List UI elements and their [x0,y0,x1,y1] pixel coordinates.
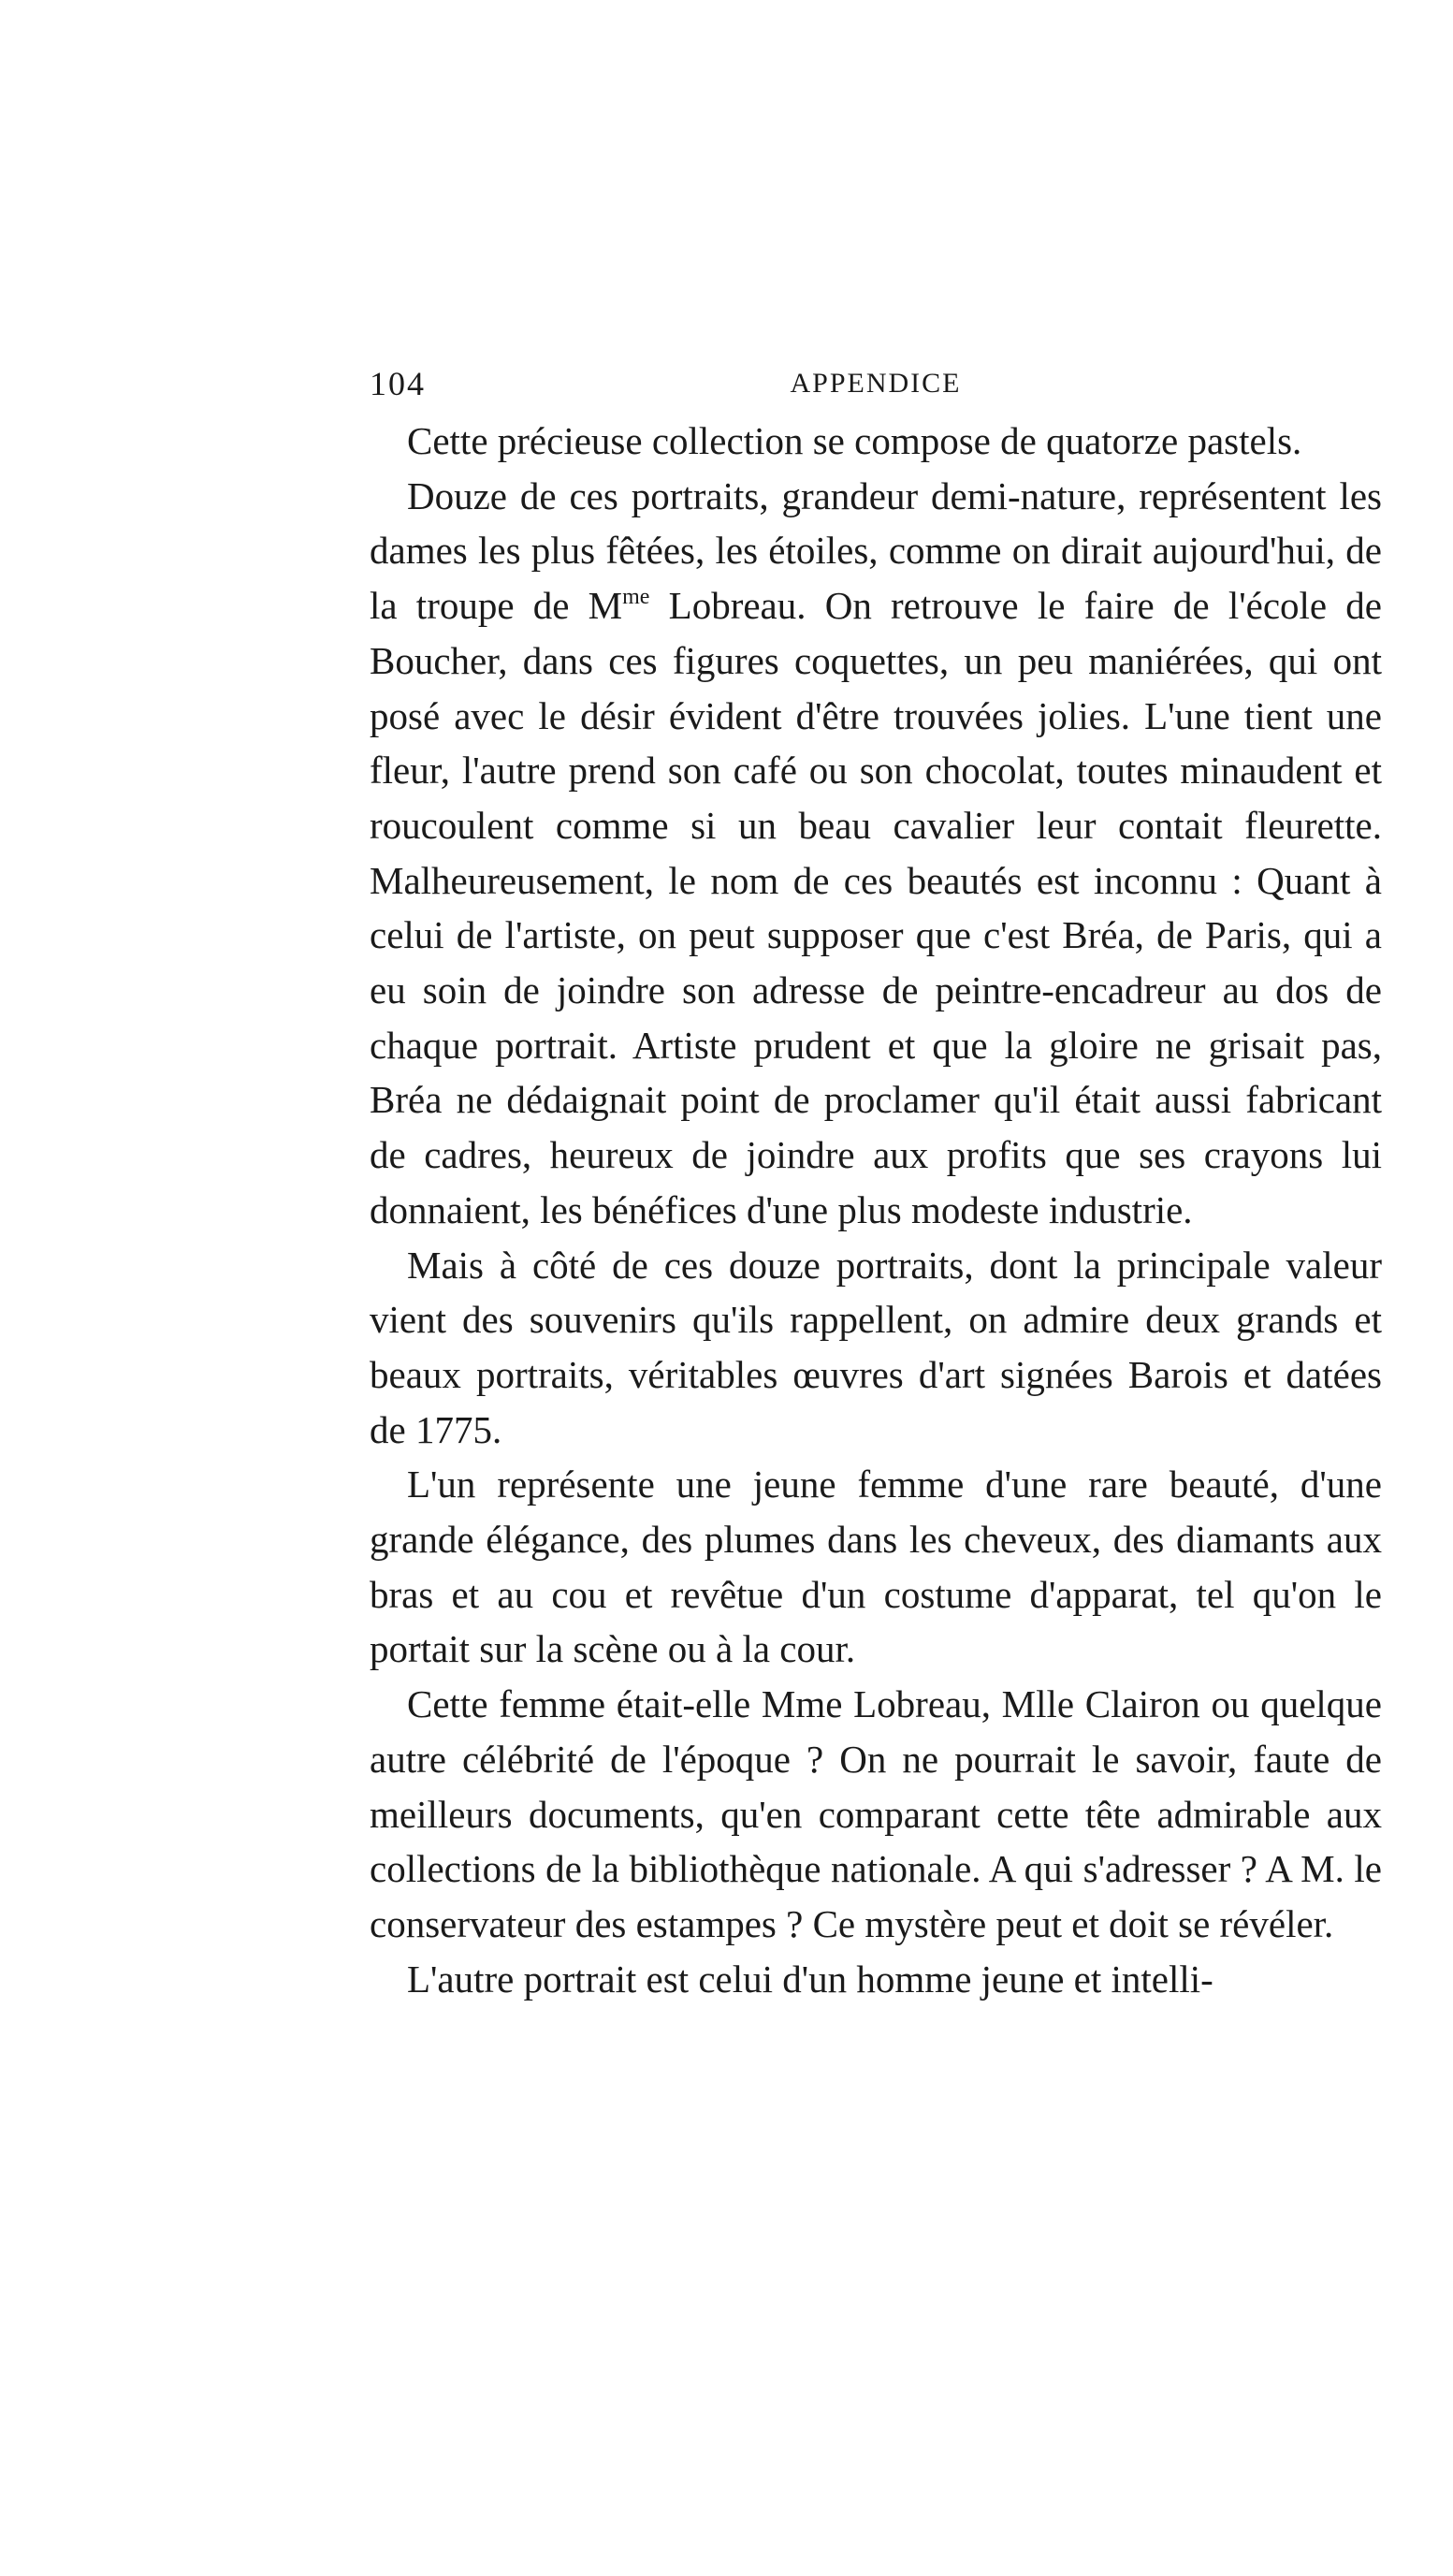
paragraph-1: Cette précieuse collection se compose de quatorze pastels. [407,419,1302,462]
running-head [370,356,1382,412]
paragraph-6: L'autre portrait est celui d'un homme jeune et intelli- [407,1957,1213,2001]
paragraph-2 [370,469,1382,1238]
running-title: APPENDICE [790,368,962,399]
book-page [370,356,1382,2006]
paragraph-3: Mais à côté de ces douze portraits, dont la principale valeur vient des souvenirs qu'ils rappellent, on admire deux grands et beaux portraits, véritables œuvres d'art signées Barois et datées de 1775. [370,1243,1382,1451]
superscript-me: me [622,585,650,610]
body-text [370,414,1382,2006]
paragraph-5: Cette femme était-elle Mme Lobreau, Mlle Clairon ou quelque autre célébrité de l'époque ? On ne pourrait le savoir, faute de meilleurs documents, qu'en comparant cette tête admirable aux collections de la bibliothèque nationale. A qui s'adresser ? A M. le conservateur des estampes ? Ce mystère peut et doit se révéler. [370,1682,1382,1945]
paragraph-2-part-1: Douze de ces portraits, grandeur demi-nature, représentent les dames les plus fêtées, les étoiles, comme on dirait aujourd'hui, de la troupe de M [370,473,1382,628]
paragraph-2-part-2: Lobreau. On retrouve le faire de l'école de Boucher, dans ces figures coquettes, un peu maniérées, qui ont posé avec le désir évident d'être trouvées jolies. L'une tient une fleur, l'autre prend son café ou son chocolat, toutes minaudent et roucoulent comme si un beau cavalier leur contait fleurette. Malheureusement, le nom de ces beautés est inconnu : Quant à celui de l'artiste, on peut supposer que c'est Bréa, de Paris, qui a eu soin de joindre son adresse de peintre-encadreur au dos de chaque portrait. Artiste prudent et que la gloire ne grisait pas, Bréa ne dédaignait point de proclamer qu'il était aussi fabricant de cadres, heureux de joindre aux profits que ses crayons lui donnaient, les bénéfices d'une plus modeste industrie. [370,584,1383,1231]
page-number: 104 [370,365,426,402]
paragraph-4: L'un représente une jeune femme d'une rare beauté, d'une grande élégance, des plumes dans les cheveux, des diamants aux bras et au cou et revêtue d'un costume d'apparat, tel qu'on le portait sur la scène ou à la cour. [370,1463,1382,1671]
